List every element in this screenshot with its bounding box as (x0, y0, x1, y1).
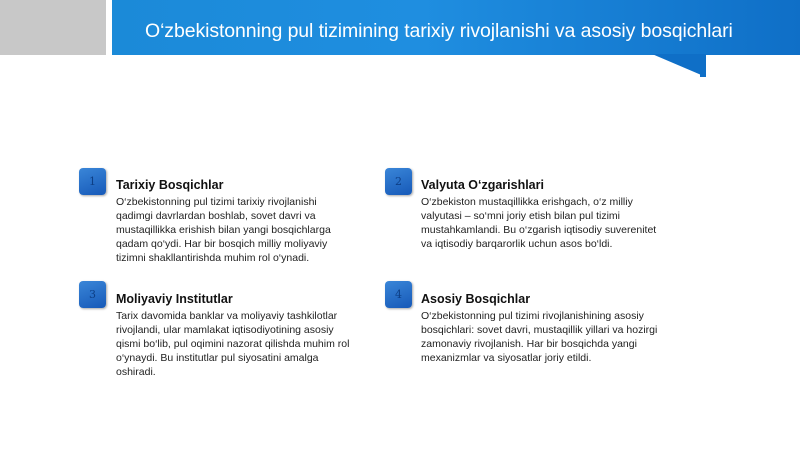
item-4-line: O‘zbekistonning pul tizimi rivojlanishining asosiy (421, 310, 644, 322)
item-1-line: qadam qo‘ydi. Har bir bosqich milliy moliyaviy (116, 238, 328, 250)
item-body-2 (421, 195, 656, 251)
item-3-line: o‘ynaydi. Bu institutlar pul siyosatini amalga (116, 352, 319, 364)
item-4-line: mexanizmlar va siyosatlar joriy etildi. (421, 352, 592, 364)
item-4-line: bosqichlari: sovet davri, mustaqillik yillari va hozirgi (421, 324, 658, 336)
item-3-line: Tarix davomida banklar va moliyaviy tashkilotlar (116, 310, 338, 322)
item-title-3: Moliyaviy Institutlar (116, 292, 233, 306)
item-1-line: mustaqillikka erishish bilan yangi bosqichlarga (116, 224, 331, 236)
item-title-2: Valyuta O‘zgarishlari (421, 178, 544, 192)
item-body-1 (116, 195, 331, 265)
header-gray-block (0, 0, 106, 55)
number-badge-3: 3 (79, 281, 106, 308)
slide-title: O‘zbekistonning pul tizimining tarixiy rivojlanishi va asosiy bosqichlari (145, 20, 733, 42)
number-badge-2: 2 (385, 168, 412, 195)
item-4-line: zamonaviy rivojlanish. Har bir bosqichda yangi (421, 338, 637, 350)
item-3-line: oshiradi. (116, 366, 156, 378)
item-2-line: mustahkamlandi. Bu o‘zgarish iqtisodiy suverenitet (421, 224, 657, 236)
item-body-4 (421, 309, 657, 365)
item-2-line: va iqtisodiy barqarorlik uchun asos bo‘ldi. (421, 238, 613, 250)
item-body-3 (116, 309, 349, 379)
item-1-line: O‘zbekistonning pul tizimi tarixiy rivojlanishi (116, 196, 317, 208)
title-bar-flag-edge (700, 54, 706, 77)
item-3-line: rivojlandi, ular mamlakat iqtisodiyotining asosiy (116, 324, 334, 336)
item-1-line: qadimgi davrlardan boshlab, sovet davri va (116, 210, 316, 222)
item-2-line: O‘zbekiston mustaqillikka erishgach, o‘z milliy (421, 196, 633, 208)
item-2-line: valyutasi – so‘mni joriy etish bilan pul tizimi (421, 210, 620, 222)
item-3-line: qismi bo‘lib, pul oqimini nazorat qilishda muhim rol (116, 338, 350, 350)
item-title-4: Asosiy Bosqichlar (421, 292, 531, 306)
number-badge-1: 1 (79, 168, 106, 195)
item-title-1: Tarixiy Bosqichlar (116, 178, 224, 192)
number-badge-4: 4 (385, 281, 412, 308)
item-1-line: tizimni shakllantirishda muhim rol o‘ynadi. (116, 252, 310, 264)
title-bar-flag (652, 54, 706, 77)
